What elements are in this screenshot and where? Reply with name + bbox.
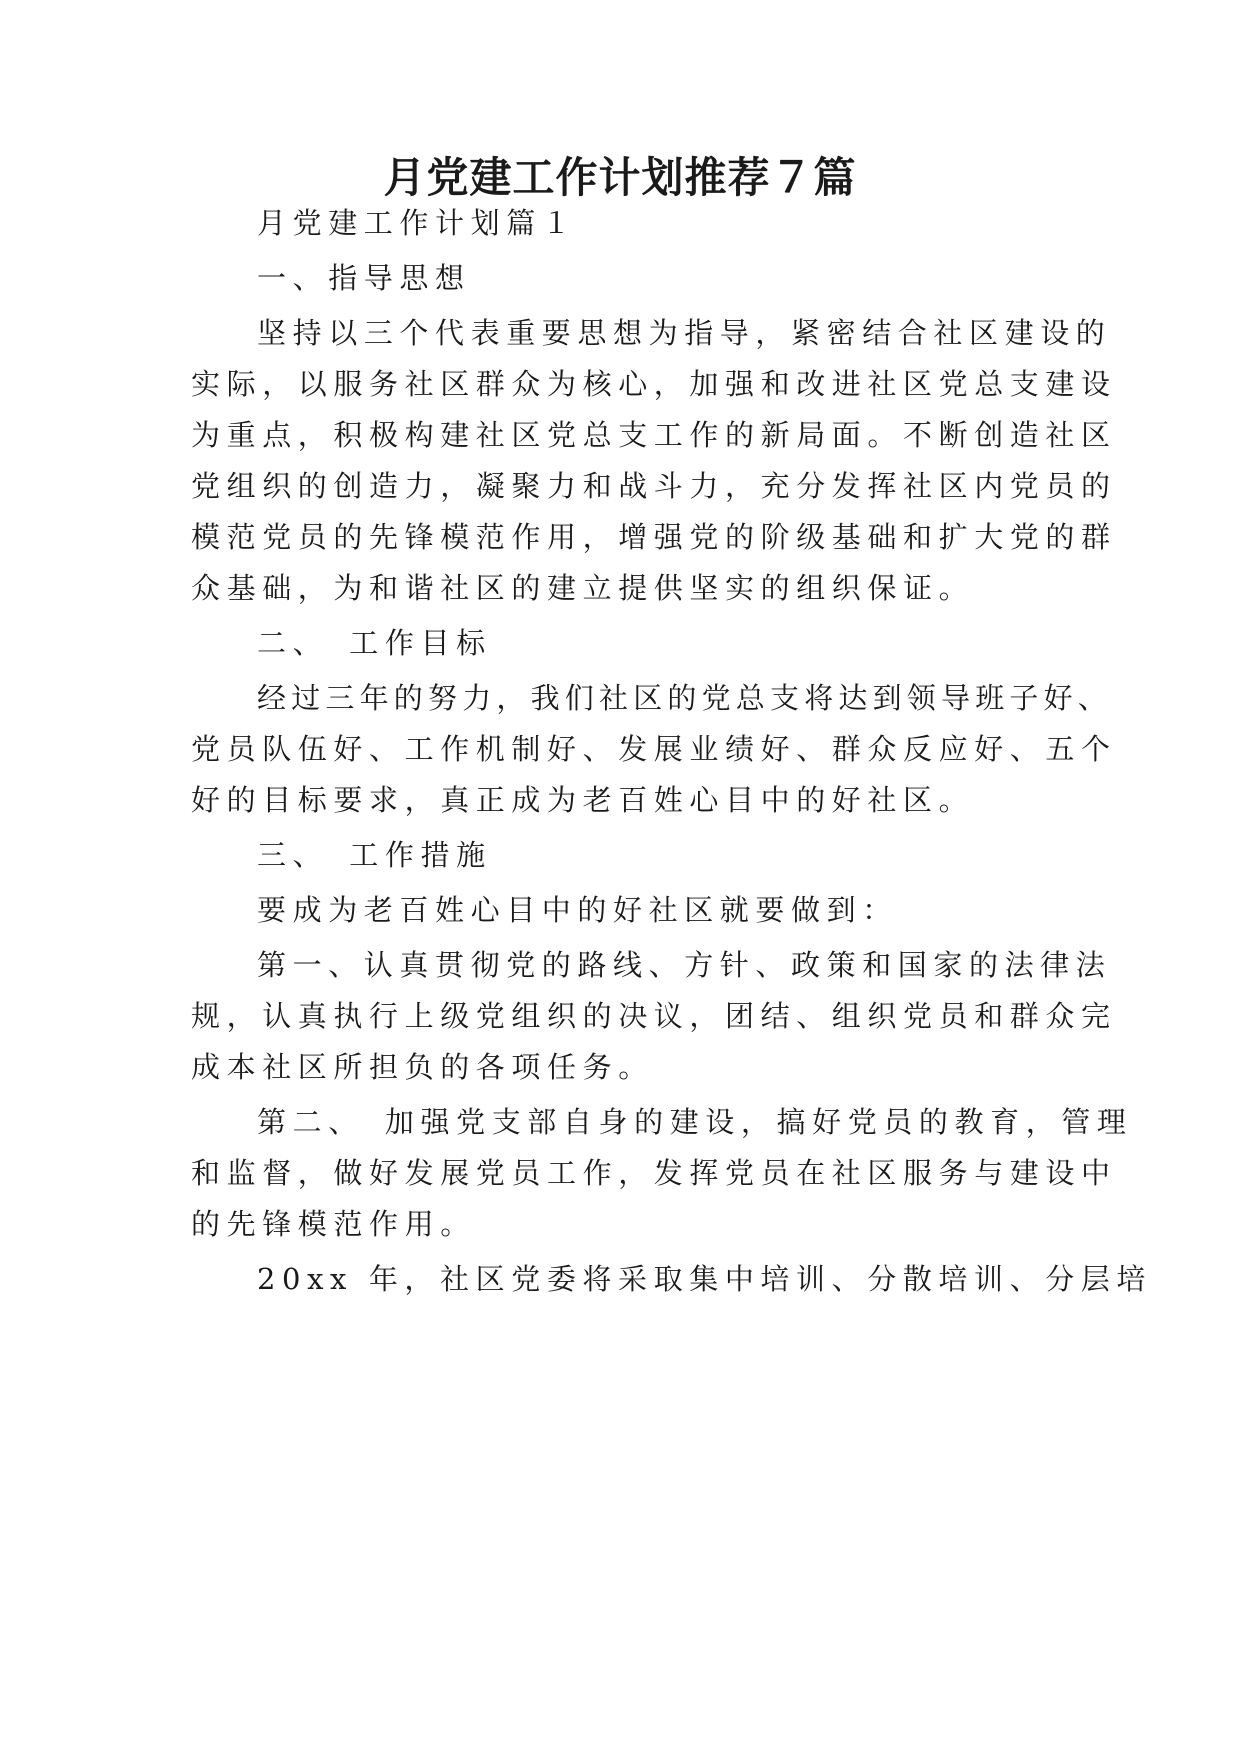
paragraph-line: 第二、 加强党支部自身的建设，搞好党员的教育，管理 xyxy=(257,1105,1133,1139)
paragraph-line: 党组织的创造力，凝聚力和战斗力，充分发挥社区内党员的 xyxy=(191,469,1117,503)
paragraph-line: 党员队伍好、工作机制好、发展业绩好、群众反应好、五个 xyxy=(191,732,1117,766)
heading-work-measures: 三、 工作措施 xyxy=(257,838,492,872)
paragraph-line: 规，认真执行上级党组织的决议，团结、组织党员和群众完 xyxy=(191,999,1117,1033)
paragraph-line: 模范党员的先锋模范作用，增强党的阶级基础和扩大党的群 xyxy=(191,520,1117,554)
paragraph-line: 好的目标要求，真正成为老百姓心目中的好社区。 xyxy=(191,783,975,817)
paragraph-line: 实际，以服务社区群众为核心，加强和改进社区党总支建设 xyxy=(191,367,1117,401)
paragraph-line: 坚持以三个代表重要思想为指导，紧密结合社区建设的 xyxy=(257,316,1112,350)
document-title: 月党建工作计划推荐７篇 xyxy=(383,153,857,202)
paragraph-line: 众基础，为和谐社区的建立提供坚实的组织保证。 xyxy=(191,571,975,605)
paragraph-line: 20xx 年，社区党委将采取集中培训、分散培训、分层培 xyxy=(257,1262,1153,1296)
heading-work-goals: 二、 工作目标 xyxy=(257,626,492,660)
section-subtitle: 月党建工作计划篇１ xyxy=(257,206,578,240)
heading-guiding-ideology: 一、指导思想 xyxy=(257,261,471,295)
paragraph-line: 成本社区所担负的各项任务。 xyxy=(191,1050,654,1084)
paragraph-line: 第一、认真贯彻党的路线、方针、政策和国家的法律法 xyxy=(257,948,1112,982)
paragraph-line: 要成为老百姓心目中的好社区就要做到： xyxy=(257,893,898,927)
paragraph-line: 经过三年的努力，我们社区的党总支将达到领导班子好、 xyxy=(257,681,1113,715)
paragraph-line: 为重点，积极构建社区党总支工作的新局面。不断创造社区 xyxy=(191,418,1117,452)
paragraph-line: 和监督，做好发展党员工作，发挥党员在社区服务与建设中 xyxy=(191,1156,1117,1190)
paragraph-line: 的先锋模范作用。 xyxy=(191,1207,476,1241)
